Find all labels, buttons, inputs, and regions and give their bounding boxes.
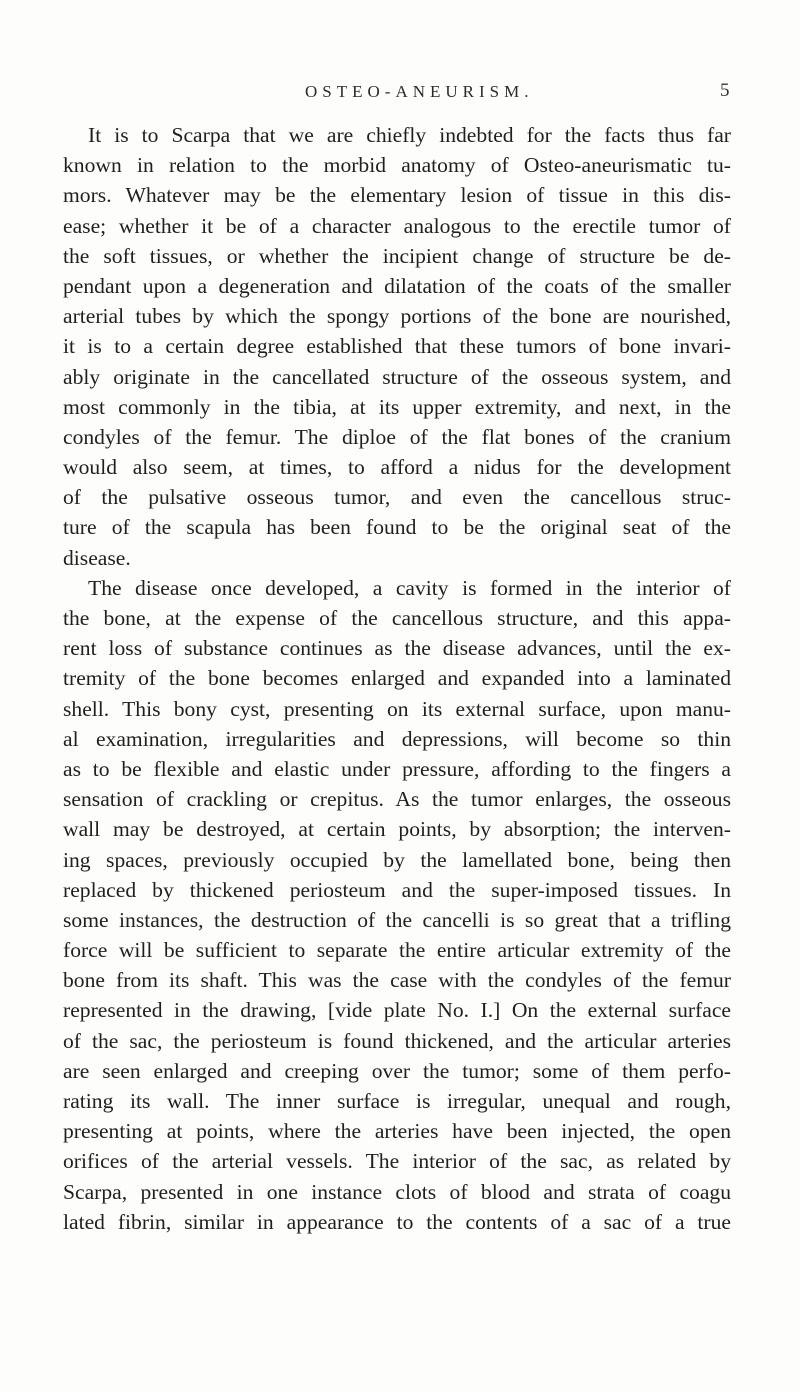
text-line: some instances, the destruction of the cancelli is so great that a trifling (63, 907, 731, 932)
text-line: al examination, irregularities and depressions, will become so thin (63, 726, 731, 751)
body-text (63, 120, 731, 1237)
text-line: The disease once developed, a cavity is formed in the interior of (88, 575, 731, 600)
text-line: the bone, at the expense of the cancellous structure, and this appa- (63, 606, 731, 630)
running-title: OSTEO-ANEURISM. (305, 82, 534, 101)
text-line: are seen enlarged and creeping over the tumor; some of them perfo- (63, 1058, 731, 1083)
text-line: known in relation to the morbid anatomy of Osteo-aneurismatic tu- (63, 153, 731, 178)
text-line: would also seem, at times, to afford a nidus for the development (63, 455, 731, 480)
text-line: mors. Whatever may be the elementary lesion of tissue in this dis- (63, 183, 731, 208)
text-line: pendant upon a degeneration and dilatation of the coats of the smaller (63, 273, 731, 298)
text-line: of the pulsative osseous tumor, and even the cancellous struc- (63, 485, 731, 510)
text-line: ing spaces, previously occupied by the lamellated bone, being then (63, 847, 731, 872)
text-line: replaced by thickened periosteum and the super-imposed tissues. In (63, 877, 731, 902)
text-line: lated fibrin, similar in appearance to the contents of a sac of a true (63, 1209, 731, 1234)
text-line: shell. This bony cyst, presenting on its external surface, upon manu- (63, 696, 731, 721)
text-line: presenting at points, where the arteries have been injected, the open (63, 1119, 731, 1144)
text-line: most commonly in the tibia, at its upper extremity, and next, in the (63, 394, 731, 419)
text-line: force will be sufficient to separate the entire articular extremity of the (63, 938, 731, 963)
text-line: rent loss of substance continues as the disease advances, until the ex- (63, 636, 731, 661)
text-line: disease. (63, 545, 131, 570)
paragraph-2 (63, 573, 731, 1237)
text-line: ease; whether it be of a character analogous to the erectile tumor of (63, 213, 731, 238)
text-line: orifices of the arterial vessels. The interior of the sac, as related by (63, 1149, 731, 1174)
text-line: bone from its shaft. This was the case with the condyles of the femur (63, 968, 731, 993)
paragraph-1 (63, 120, 731, 573)
text-line: wall may be destroyed, at certain points, by absorption; the interven- (63, 817, 731, 842)
text-line: Scarpa, presented in one instance clots of blood and strata of coagu (63, 1179, 731, 1204)
text-line: represented in the drawing, [vide plate No. I.] On the external surface (63, 998, 731, 1023)
text-line: ably originate in the cancellated structure of the osseous system, and (63, 364, 731, 389)
text-line: It is to Scarpa that we are chiefly indebted for the facts thus far (88, 123, 731, 147)
text-line: as to be flexible and elastic under pressure, affording to the fingers a (63, 756, 731, 781)
text-line: sensation of crackling or crepitus. As the tumor enlarges, the osseous (63, 787, 731, 812)
text-line: of the sac, the periosteum is found thickened, and the articular arteries (63, 1028, 731, 1053)
text-line: tremity of the bone becomes enlarged and expanded into a laminated (63, 666, 731, 691)
text-line: arterial tubes by which the spongy portions of the bone are nourished, (63, 304, 731, 329)
page-number: 5 (720, 80, 730, 101)
text-line: condyles of the femur. The diploe of the flat bones of the cranium (63, 424, 731, 449)
running-head (0, 82, 800, 112)
text-line: the soft tissues, or whether the incipient change of structure be de- (63, 243, 731, 268)
text-line: ture of the scapula has been found to be the original seat of the (63, 515, 731, 540)
text-line: rating its wall. The inner surface is irregular, unequal and rough, (63, 1089, 731, 1113)
text-line: it is to a certain degree established that these tumors of bone invari- (63, 334, 731, 359)
